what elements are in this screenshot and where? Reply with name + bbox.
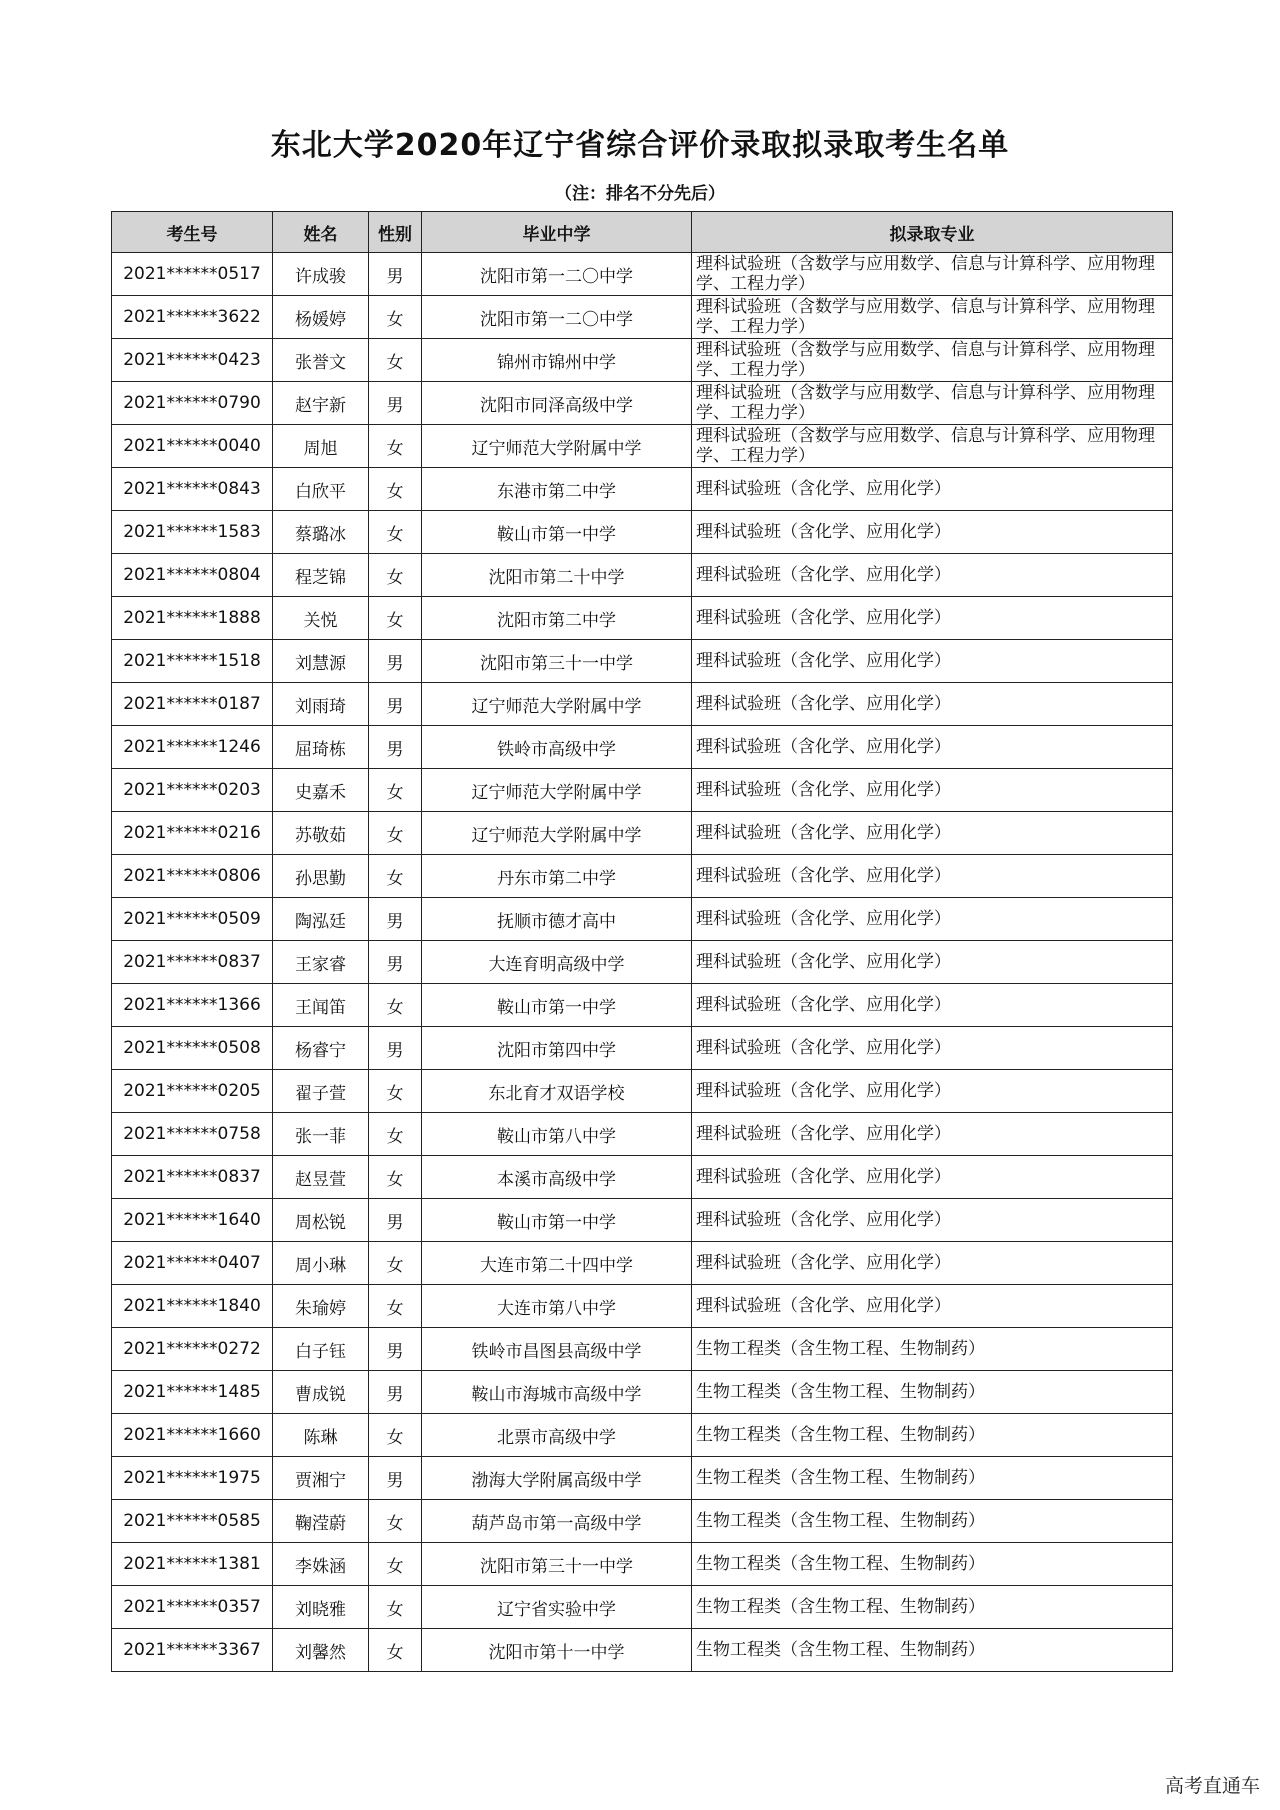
gender-cell: 女 [369,855,422,898]
page-title: 东北大学2020年辽宁省综合评价录取拟录取考生名单 [270,128,1010,163]
gender-cell: 女 [369,812,422,855]
exam-id-cell: 2021******0585 [112,1500,273,1543]
table-row [112,769,1173,812]
gender-cell: 女 [369,296,422,339]
name-cell: 刘雨琦 [273,683,369,726]
exam-id-cell: 2021******1518 [112,640,273,683]
school-cell: 沈阳市同泽高级中学 [422,382,692,425]
major-cell: 生物工程类（含生物工程、生物制药） [692,1629,1173,1672]
gender-cell: 女 [369,1414,422,1457]
name-cell: 孙思勤 [273,855,369,898]
major-cell: 理科试验班（含数学与应用数学、信息与计算科学、应用物理学、工程力学） [692,382,1173,425]
school-cell: 沈阳市第一二〇中学 [422,253,692,296]
school-cell: 沈阳市第四中学 [422,1027,692,1070]
school-cell: 鞍山市第一中学 [422,1199,692,1242]
name-cell: 苏敬茹 [273,812,369,855]
table-row [112,597,1173,640]
name-cell: 朱瑜婷 [273,1285,369,1328]
header-gender: 性别 [369,212,422,253]
name-cell: 翟子萱 [273,1070,369,1113]
table-row [112,1371,1173,1414]
school-cell: 鞍山市第一中学 [422,984,692,1027]
name-cell: 杨睿宁 [273,1027,369,1070]
exam-id-cell: 2021******0508 [112,1027,273,1070]
major-cell: 理科试验班（含化学、应用化学） [692,941,1173,984]
school-cell: 铁岭市昌图县高级中学 [422,1328,692,1371]
table-row [112,1027,1173,1070]
name-cell: 白子钰 [273,1328,369,1371]
table-row [112,296,1173,339]
table-row [112,468,1173,511]
exam-id-cell: 2021******1640 [112,1199,273,1242]
major-cell: 生物工程类（含生物工程、生物制药） [692,1586,1173,1629]
school-cell: 辽宁师范大学附属中学 [422,769,692,812]
table-row [112,1156,1173,1199]
major-cell: 理科试验班（含数学与应用数学、信息与计算科学、应用物理学、工程力学） [692,253,1173,296]
exam-id-cell: 2021******1583 [112,511,273,554]
gender-cell: 男 [369,382,422,425]
school-cell: 铁岭市高级中学 [422,726,692,769]
major-cell: 理科试验班（含化学、应用化学） [692,554,1173,597]
gender-cell: 男 [369,1371,422,1414]
table-row [112,1070,1173,1113]
admission-table [111,211,1173,1672]
major-cell: 生物工程类（含生物工程、生物制药） [692,1328,1173,1371]
gender-cell: 女 [369,984,422,1027]
school-cell: 葫芦岛市第一高级中学 [422,1500,692,1543]
major-cell: 理科试验班（含化学、应用化学） [692,597,1173,640]
table-row [112,941,1173,984]
table-row [112,1414,1173,1457]
gender-cell: 女 [369,1113,422,1156]
table-row [112,1285,1173,1328]
gender-cell: 女 [369,1242,422,1285]
exam-id-cell: 2021******1660 [112,1414,273,1457]
table-row [112,1113,1173,1156]
table-row [112,1457,1173,1500]
table-row [112,1199,1173,1242]
gender-cell: 男 [369,726,422,769]
major-cell: 理科试验班（含化学、应用化学） [692,984,1173,1027]
name-cell: 贾湘宁 [273,1457,369,1500]
gender-cell: 男 [369,1457,422,1500]
gender-cell: 男 [369,898,422,941]
exam-id-cell: 2021******0517 [112,253,273,296]
gender-cell: 女 [369,769,422,812]
exam-id-cell: 2021******1975 [112,1457,273,1500]
name-cell: 李姝涵 [273,1543,369,1586]
header-major: 拟录取专业 [692,212,1173,253]
exam-id-cell: 2021******1366 [112,984,273,1027]
gender-cell: 女 [369,1285,422,1328]
exam-id-cell: 2021******1381 [112,1543,273,1586]
exam-id-cell: 2021******0790 [112,382,273,425]
gender-cell: 男 [369,1199,422,1242]
table-row [112,984,1173,1027]
exam-id-cell: 2021******0837 [112,941,273,984]
name-cell: 屈琦栋 [273,726,369,769]
school-cell: 沈阳市第三十一中学 [422,640,692,683]
major-cell: 生物工程类（含生物工程、生物制药） [692,1414,1173,1457]
exam-id-cell: 2021******1888 [112,597,273,640]
major-cell: 理科试验班（含化学、应用化学） [692,1242,1173,1285]
major-cell: 理科试验班（含化学、应用化学） [692,812,1173,855]
table-row [112,855,1173,898]
major-cell: 理科试验班（含化学、应用化学） [692,468,1173,511]
major-cell: 理科试验班（含化学、应用化学） [692,1070,1173,1113]
exam-id-cell: 2021******0758 [112,1113,273,1156]
table-row [112,1586,1173,1629]
school-cell: 大连育明高级中学 [422,941,692,984]
name-cell: 王家睿 [273,941,369,984]
watermark: 高考直通车 [1164,1775,1260,1797]
gender-cell: 女 [369,597,422,640]
school-cell: 鞍山市第八中学 [422,1113,692,1156]
major-cell: 理科试验班（含化学、应用化学） [692,1156,1173,1199]
gender-cell: 男 [369,1328,422,1371]
school-cell: 大连市第二十四中学 [422,1242,692,1285]
major-cell: 理科试验班（含化学、应用化学） [692,683,1173,726]
name-cell: 赵昱萱 [273,1156,369,1199]
table-row [112,554,1173,597]
name-cell: 程芝锦 [273,554,369,597]
name-cell: 王闻笛 [273,984,369,1027]
major-cell: 理科试验班（含数学与应用数学、信息与计算科学、应用物理学、工程力学） [692,425,1173,468]
school-cell: 本溪市高级中学 [422,1156,692,1199]
page-note: （注：排名不分先后） [555,184,725,204]
exam-id-cell: 2021******0205 [112,1070,273,1113]
exam-id-cell: 2021******0407 [112,1242,273,1285]
exam-id-cell: 2021******0216 [112,812,273,855]
name-cell: 周旭 [273,425,369,468]
table-row [112,1242,1173,1285]
name-cell: 赵宇新 [273,382,369,425]
school-cell: 沈阳市第十一中学 [422,1629,692,1672]
major-cell: 生物工程类（含生物工程、生物制药） [692,1500,1173,1543]
exam-id-cell: 2021******0423 [112,339,273,382]
gender-cell: 女 [369,468,422,511]
school-cell: 东港市第二中学 [422,468,692,511]
header-name: 姓名 [273,212,369,253]
gender-cell: 男 [369,683,422,726]
exam-id-cell: 2021******3622 [112,296,273,339]
name-cell: 陶泓廷 [273,898,369,941]
exam-id-cell: 2021******0509 [112,898,273,941]
school-cell: 北票市高级中学 [422,1414,692,1457]
name-cell: 刘晓雅 [273,1586,369,1629]
name-cell: 鞠滢蔚 [273,1500,369,1543]
major-cell: 理科试验班（含化学、应用化学） [692,1027,1173,1070]
major-cell: 理科试验班（含化学、应用化学） [692,1113,1173,1156]
table-row [112,640,1173,683]
table-row [112,1328,1173,1371]
gender-cell: 男 [369,941,422,984]
school-cell: 锦州市锦州中学 [422,339,692,382]
major-cell: 理科试验班（含化学、应用化学） [692,640,1173,683]
name-cell: 张誉文 [273,339,369,382]
exam-id-cell: 2021******1485 [112,1371,273,1414]
school-cell: 辽宁师范大学附属中学 [422,683,692,726]
exam-id-cell: 2021******0837 [112,1156,273,1199]
major-cell: 生物工程类（含生物工程、生物制药） [692,1543,1173,1586]
name-cell: 张一菲 [273,1113,369,1156]
gender-cell: 女 [369,339,422,382]
table-row [112,339,1173,382]
table-row [112,253,1173,296]
exam-id-cell: 2021******0357 [112,1586,273,1629]
gender-cell: 女 [369,1070,422,1113]
name-cell: 陈琳 [273,1414,369,1457]
gender-cell: 女 [369,425,422,468]
name-cell: 蔡璐冰 [273,511,369,554]
major-cell: 生物工程类（含生物工程、生物制药） [692,1371,1173,1414]
exam-id-cell: 2021******0804 [112,554,273,597]
table-row [112,726,1173,769]
major-cell: 理科试验班（含化学、应用化学） [692,898,1173,941]
exam-id-cell: 2021******0843 [112,468,273,511]
name-cell: 刘慧源 [273,640,369,683]
school-cell: 辽宁省实验中学 [422,1586,692,1629]
major-cell: 理科试验班（含化学、应用化学） [692,1199,1173,1242]
gender-cell: 女 [369,554,422,597]
name-cell: 史嘉禾 [273,769,369,812]
table-row [112,425,1173,468]
school-cell: 鞍山市第一中学 [422,511,692,554]
name-cell: 白欣平 [273,468,369,511]
school-cell: 辽宁师范大学附属中学 [422,425,692,468]
school-cell: 辽宁师范大学附属中学 [422,812,692,855]
major-cell: 理科试验班（含数学与应用数学、信息与计算科学、应用物理学、工程力学） [692,296,1173,339]
name-cell: 许成骏 [273,253,369,296]
gender-cell: 男 [369,1027,422,1070]
school-cell: 沈阳市第二十中学 [422,554,692,597]
name-cell: 关悦 [273,597,369,640]
exam-id-cell: 2021******0272 [112,1328,273,1371]
gender-cell: 男 [369,253,422,296]
header-school: 毕业中学 [422,212,692,253]
school-cell: 东北育才双语学校 [422,1070,692,1113]
gender-cell: 女 [369,1543,422,1586]
table-body [112,253,1173,1672]
school-cell: 大连市第八中学 [422,1285,692,1328]
school-cell: 抚顺市德才高中 [422,898,692,941]
gender-cell: 女 [369,1500,422,1543]
gender-cell: 女 [369,1629,422,1672]
school-cell: 渤海大学附属高级中学 [422,1457,692,1500]
major-cell: 理科试验班（含化学、应用化学） [692,511,1173,554]
exam-id-cell: 2021******0187 [112,683,273,726]
name-cell: 杨媛婷 [273,296,369,339]
school-cell: 鞍山市海城市高级中学 [422,1371,692,1414]
major-cell: 生物工程类（含生物工程、生物制药） [692,1457,1173,1500]
school-cell: 丹东市第二中学 [422,855,692,898]
table-header-row [112,212,1173,253]
exam-id-cell: 2021******1246 [112,726,273,769]
major-cell: 理科试验班（含数学与应用数学、信息与计算科学、应用物理学、工程力学） [692,339,1173,382]
major-cell: 理科试验班（含化学、应用化学） [692,855,1173,898]
table-row [112,1543,1173,1586]
gender-cell: 女 [369,511,422,554]
table-row [112,1629,1173,1672]
major-cell: 理科试验班（含化学、应用化学） [692,769,1173,812]
table-row [112,511,1173,554]
table-row [112,898,1173,941]
table-row [112,812,1173,855]
exam-id-cell: 2021******0203 [112,769,273,812]
exam-id-cell: 2021******0806 [112,855,273,898]
exam-id-cell: 2021******3367 [112,1629,273,1672]
table-row [112,1500,1173,1543]
major-cell: 理科试验班（含化学、应用化学） [692,1285,1173,1328]
table-row [112,382,1173,425]
table-row [112,683,1173,726]
school-cell: 沈阳市第二中学 [422,597,692,640]
gender-cell: 女 [369,1586,422,1629]
major-cell: 理科试验班（含化学、应用化学） [692,726,1173,769]
name-cell: 周松锐 [273,1199,369,1242]
name-cell: 刘馨然 [273,1629,369,1672]
gender-cell: 女 [369,1156,422,1199]
exam-id-cell: 2021******1840 [112,1285,273,1328]
exam-id-cell: 2021******0040 [112,425,273,468]
school-cell: 沈阳市第三十一中学 [422,1543,692,1586]
header-exam-id: 考生号 [112,212,273,253]
gender-cell: 男 [369,640,422,683]
name-cell: 曹成锐 [273,1371,369,1414]
school-cell: 沈阳市第一二〇中学 [422,296,692,339]
name-cell: 周小琳 [273,1242,369,1285]
